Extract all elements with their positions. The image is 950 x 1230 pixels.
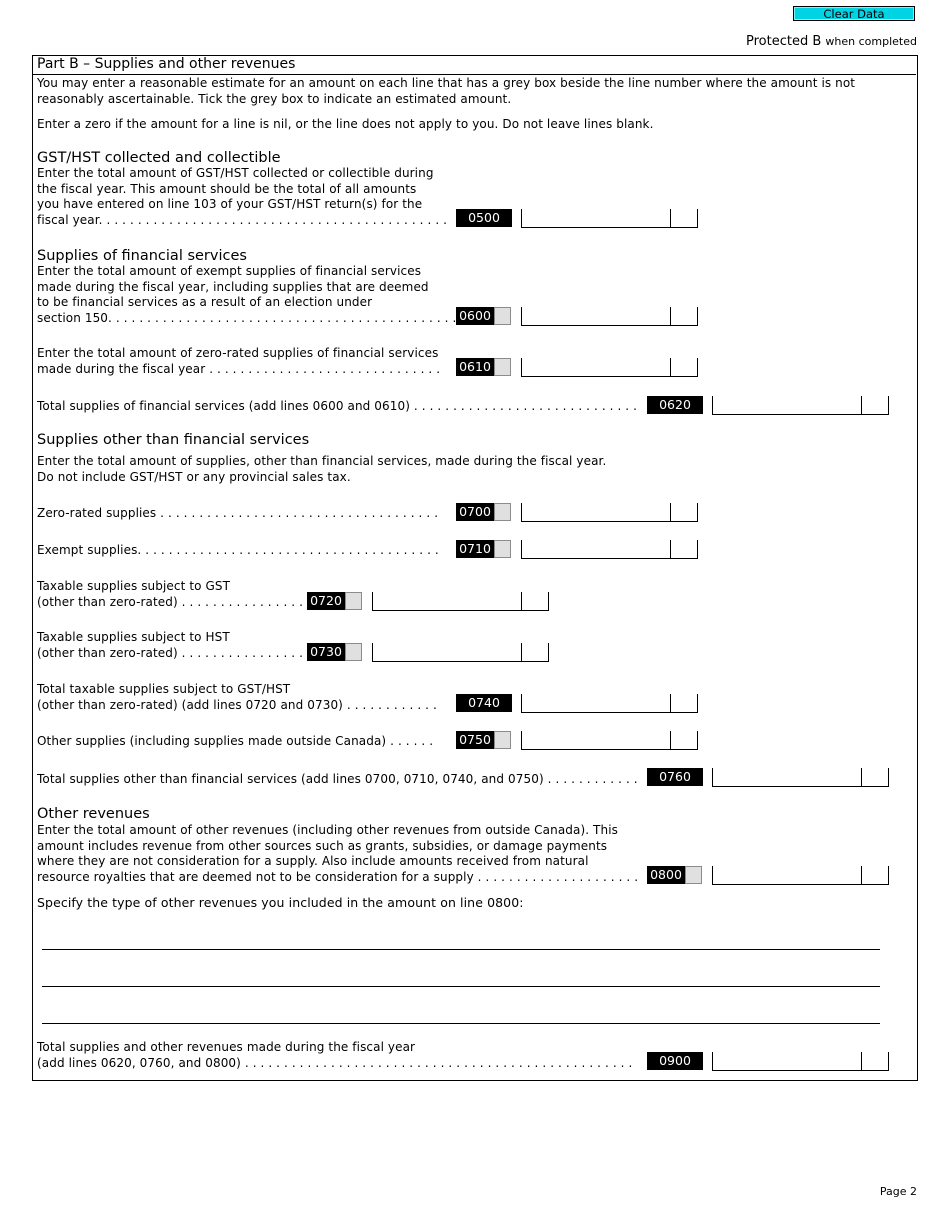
- other-intro-line-2: Do not include GST/HST or any provincial sales tax.: [37, 469, 351, 484]
- line-code-0710: 0710: [456, 540, 494, 558]
- line-code-0600: 0600: [456, 307, 494, 325]
- cents-field-0710[interactable]: [670, 540, 698, 559]
- amount-field-0720[interactable]: [372, 592, 522, 611]
- grand-total-line-2: (add lines 0620, 0760, and 0800) . . . . . . . . . . . . . . . . . . . . . . . . . . . . . . . . . . . . . . . . . . . . . . . . . .: [37, 1055, 633, 1070]
- specify-line-2[interactable]: [42, 986, 880, 987]
- taxable-hst-line-1: Taxable supplies subject to HST: [37, 630, 230, 644]
- total-taxable-label: [37, 682, 437, 713]
- cents-field-0500[interactable]: [670, 209, 698, 228]
- total-taxable-line-2: (other than zero-rated) (add lines 0720 and 0730) . . . . . . . . . . . .: [37, 697, 437, 712]
- zero-rated-supplies-label: Zero-rated supplies . . . . . . . . . . . . . . . . . . . . . . . . . . . . . . . . . . . .: [37, 506, 439, 520]
- specify-line-3[interactable]: [42, 1023, 880, 1024]
- line-code-0700: 0700: [456, 503, 494, 521]
- amount-field-0500[interactable]: [521, 209, 671, 228]
- amount-field-0800[interactable]: [712, 866, 862, 885]
- intro-line-2: reasonably ascertainable. Tick the grey box to indicate an estimated amount.: [37, 91, 512, 106]
- line-code-0620: 0620: [647, 396, 703, 414]
- rev-desc-line-4: resource royalties that are deemed not to be consideration for a supply . . . . . . . . . . . . . . . . . . . . .: [37, 869, 639, 884]
- fin-zero-line-1: Enter the total amount of zero-rated supplies of financial services: [37, 346, 439, 360]
- fin-desc-line-2: made during the fiscal year, including supplies that are deemed: [37, 279, 429, 294]
- grand-total-line-1: Total supplies and other revenues made during the fiscal year: [37, 1040, 416, 1054]
- other-supplies-label: Other supplies (including supplies made outside Canada) . . . . . .: [37, 734, 434, 748]
- estimate-checkbox-0710[interactable]: [494, 540, 511, 558]
- other-supplies-total-label: Total supplies other than financial services (add lines 0700, 0710, 0740, and 0750) . . . . . . . . . . . .: [37, 772, 638, 786]
- grand-total-label: [37, 1040, 632, 1071]
- gst-desc-line-1: Enter the total amount of GST/HST collected or collectible during: [37, 166, 434, 180]
- financial-zero-rated-description: [37, 346, 440, 377]
- other-supplies-intro: [37, 454, 606, 485]
- estimate-checkbox-0700[interactable]: [494, 503, 511, 521]
- fin-desc-line-3: to be financial services as a result of an election under: [37, 295, 373, 309]
- gst-desc-line-2: the fiscal year. This amount should be the total of all amounts: [37, 181, 417, 196]
- amount-field-0600[interactable]: [521, 307, 671, 326]
- estimate-checkbox-0600[interactable]: [494, 307, 511, 325]
- cents-field-0750[interactable]: [670, 731, 698, 750]
- cents-field-0740[interactable]: [670, 694, 698, 713]
- specify-revenues-label: Specify the type of other revenues you included in the amount on line 0800:: [37, 895, 524, 910]
- protected-text: Protected B: [746, 34, 822, 49]
- other-intro-line-1: Enter the total amount of supplies, other than financial services, made during the fiscal year.: [37, 454, 607, 468]
- line-code-0500: 0500: [456, 209, 512, 227]
- fin-zero-line-2: made during the fiscal year . . . . . . . . . . . . . . . . . . . . . . . . . . . . . .: [37, 361, 441, 376]
- intro-zero-text: Enter a zero if the amount for a line is nil, or the line does not apply to you. Do not leave lines blank.: [37, 117, 654, 131]
- taxable-gst-line-1: Taxable supplies subject to GST: [37, 579, 231, 593]
- cents-field-0600[interactable]: [670, 307, 698, 326]
- other-revenues-description: [37, 823, 638, 885]
- line-code-0610: 0610: [456, 358, 494, 376]
- line-code-0900: 0900: [647, 1052, 703, 1070]
- cents-field-0720[interactable]: [521, 592, 549, 611]
- gst-desc-line-4: fiscal year. . . . . . . . . . . . . . . . . . . . . . . . . . . . . . . . . . . . . . . . . . . . .: [37, 212, 448, 227]
- taxable-gst-label: [37, 579, 303, 610]
- cents-field-0700[interactable]: [670, 503, 698, 522]
- gst-collected-heading: GST/HST collected and collectible: [37, 150, 281, 166]
- line-code-0800: 0800: [647, 866, 685, 884]
- taxable-gst-line-2: (other than zero-rated) . . . . . . . . . . . . . . . .: [37, 594, 304, 609]
- clear-data-button[interactable]: Clear Data: [793, 6, 915, 21]
- gst-collected-description: [37, 166, 447, 228]
- line-code-0720: 0720: [307, 592, 345, 610]
- protected-note: when completed: [825, 35, 917, 48]
- page-number: Page 2: [879, 1185, 917, 1198]
- taxable-hst-line-2: (other than zero-rated) . . . . . . . . . . . . . . . .: [37, 645, 304, 660]
- amount-field-0610[interactable]: [521, 358, 671, 377]
- amount-field-0730[interactable]: [372, 643, 522, 662]
- gst-desc-line-3: you have entered on line 103 of your GST/HST return(s) for the: [37, 197, 423, 211]
- estimate-checkbox-0610[interactable]: [494, 358, 511, 376]
- estimate-checkbox-0750[interactable]: [494, 731, 511, 749]
- taxable-hst-label: [37, 630, 303, 661]
- total-taxable-line-1: Total taxable supplies subject to GST/HST: [37, 682, 291, 696]
- estimate-checkbox-0720[interactable]: [345, 592, 362, 610]
- financial-services-heading: Supplies of financial services: [37, 248, 247, 264]
- cents-field-0760[interactable]: [861, 768, 889, 787]
- amount-field-0740[interactable]: [521, 694, 671, 713]
- estimate-checkbox-0800[interactable]: [685, 866, 702, 884]
- line-code-0750: 0750: [456, 731, 494, 749]
- amount-field-0760[interactable]: [712, 768, 862, 787]
- amount-field-0620[interactable]: [712, 396, 862, 415]
- cents-field-0900[interactable]: [861, 1052, 889, 1071]
- specify-line-1[interactable]: [42, 949, 880, 950]
- financial-total-label: Total supplies of financial services (add lines 0600 and 0610) . . . . . . . . . . . . . . . . . . . . . . . . . . . . .: [37, 399, 638, 413]
- estimate-checkbox-0730[interactable]: [345, 643, 362, 661]
- cents-field-0620[interactable]: [861, 396, 889, 415]
- cents-field-0610[interactable]: [670, 358, 698, 377]
- amount-field-0710[interactable]: [521, 540, 671, 559]
- amount-field-0900[interactable]: [712, 1052, 862, 1071]
- amount-field-0750[interactable]: [521, 731, 671, 750]
- intro-line-1: You may enter a reasonable estimate for an amount on each line that has a grey box beside the line number where the amount is not: [37, 76, 856, 90]
- rev-desc-line-1: Enter the total amount of other revenues (including other revenues from outside Canada). This: [37, 823, 618, 837]
- amount-field-0700[interactable]: [521, 503, 671, 522]
- rev-desc-line-3: where they are not consideration for a supply. Also include amounts received from natural: [37, 854, 589, 868]
- intro-estimate-text: [37, 76, 855, 107]
- financial-exempt-description: [37, 264, 456, 326]
- line-code-0740: 0740: [456, 694, 512, 712]
- line-code-0760: 0760: [647, 768, 703, 786]
- exempt-supplies-label: Exempt supplies. . . . . . . . . . . . . . . . . . . . . . . . . . . . . . . . . . . . . . .: [37, 543, 439, 557]
- fin-desc-line-1: Enter the total amount of exempt supplies of financial services: [37, 264, 422, 278]
- part-b-title: Part B – Supplies and other revenues: [37, 56, 296, 72]
- rev-desc-line-2: amount includes revenue from other sources such as grants, subsidies, or damage payments: [37, 838, 608, 853]
- cents-field-0800[interactable]: [861, 866, 889, 885]
- line-code-0730: 0730: [307, 643, 345, 661]
- other-revenues-heading: Other revenues: [37, 806, 150, 822]
- fin-desc-line-4: section 150. . . . . . . . . . . . . . . . . . . . . . . . . . . . . . . . . . . . . . . . . . . . .: [37, 310, 457, 325]
- other-supplies-heading: Supplies other than financial services: [37, 432, 310, 448]
- cents-field-0730[interactable]: [521, 643, 549, 662]
- protected-b-label: [746, 34, 917, 49]
